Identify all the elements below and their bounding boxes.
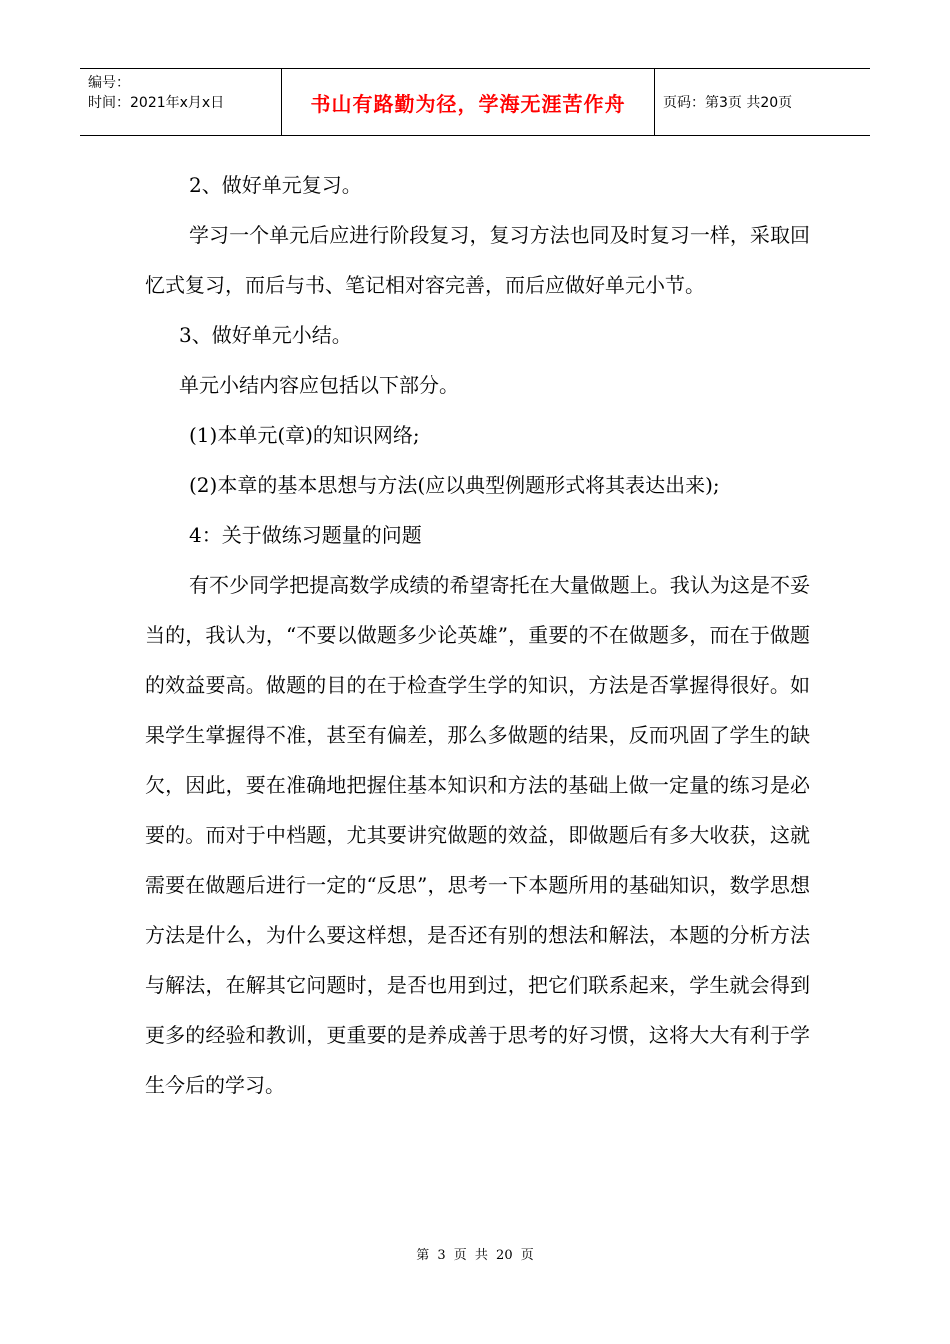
header-table xyxy=(80,68,870,136)
section-heading-unit-review: 2、做好单元复习。 xyxy=(189,173,362,197)
document-time-label: 时间：2021年x月x日 xyxy=(88,95,225,111)
summary-item-2: (2)本章的基本思想与方法(应以典型例题形式将其表达出来); xyxy=(189,473,720,497)
summary-intro: 单元小结内容应包括以下部分。 xyxy=(179,373,459,397)
summary-item-1: (1)本单元(章)的知识网络; xyxy=(189,423,420,447)
document-number-label: 编号： xyxy=(88,75,130,91)
paragraph-practice: 有不少同学把提高数学成绩的希望寄托在大量做题上。我认为这是不妥当的，我认为，“不要以做题多少论英雄”，重要的不在做题多，而在于做题的效益要高。做题的目的在于检查学生学的知识，方法是否掌握得很好。如果学生掌握得不准，甚至有偏差，那么多做题的结果，反而巩固了学生的缺欠，因此，要在准确地把握住基本知识和方法的基础上做一定量的练习是必要的。而对于中档题，尤其要讲究做题的效益，即做题后有多大收获，这就需要在做题后进行一定的“反思”，思考一下本题所用的基础知识，数学思想方法是什么，为什么要这样想，是否还有别的想法和解法，本题的分析方法与解法，在解其它问题时，是否也用到过，把它们联系起来，学生就会得到更多的经验和教训，更重要的是养成善于思考的好习惯，这将大大有利于学生今后的学习。 xyxy=(145,573,810,1097)
header-meta-cell xyxy=(80,69,282,135)
paragraph-unit-review: 学习一个单元后应进行阶段复习，复习方法也同及时复习一样，采取回忆式复习，而后与书、笔记相对容完善，而后应做好单元小节。 xyxy=(145,223,810,297)
header-motto: 书山有路勤为径，学海无涯苦作舟 xyxy=(282,69,655,135)
section-heading-practice: 4：关于做练习题量的问题 xyxy=(189,523,422,547)
page-footer: 第 3 页 共 20 页 xyxy=(416,1248,534,1263)
section-heading-unit-summary: 3、做好单元小结。 xyxy=(179,323,352,347)
document-body xyxy=(145,160,810,1110)
header-page-info: 页码：第3页 共20页 xyxy=(663,95,793,111)
